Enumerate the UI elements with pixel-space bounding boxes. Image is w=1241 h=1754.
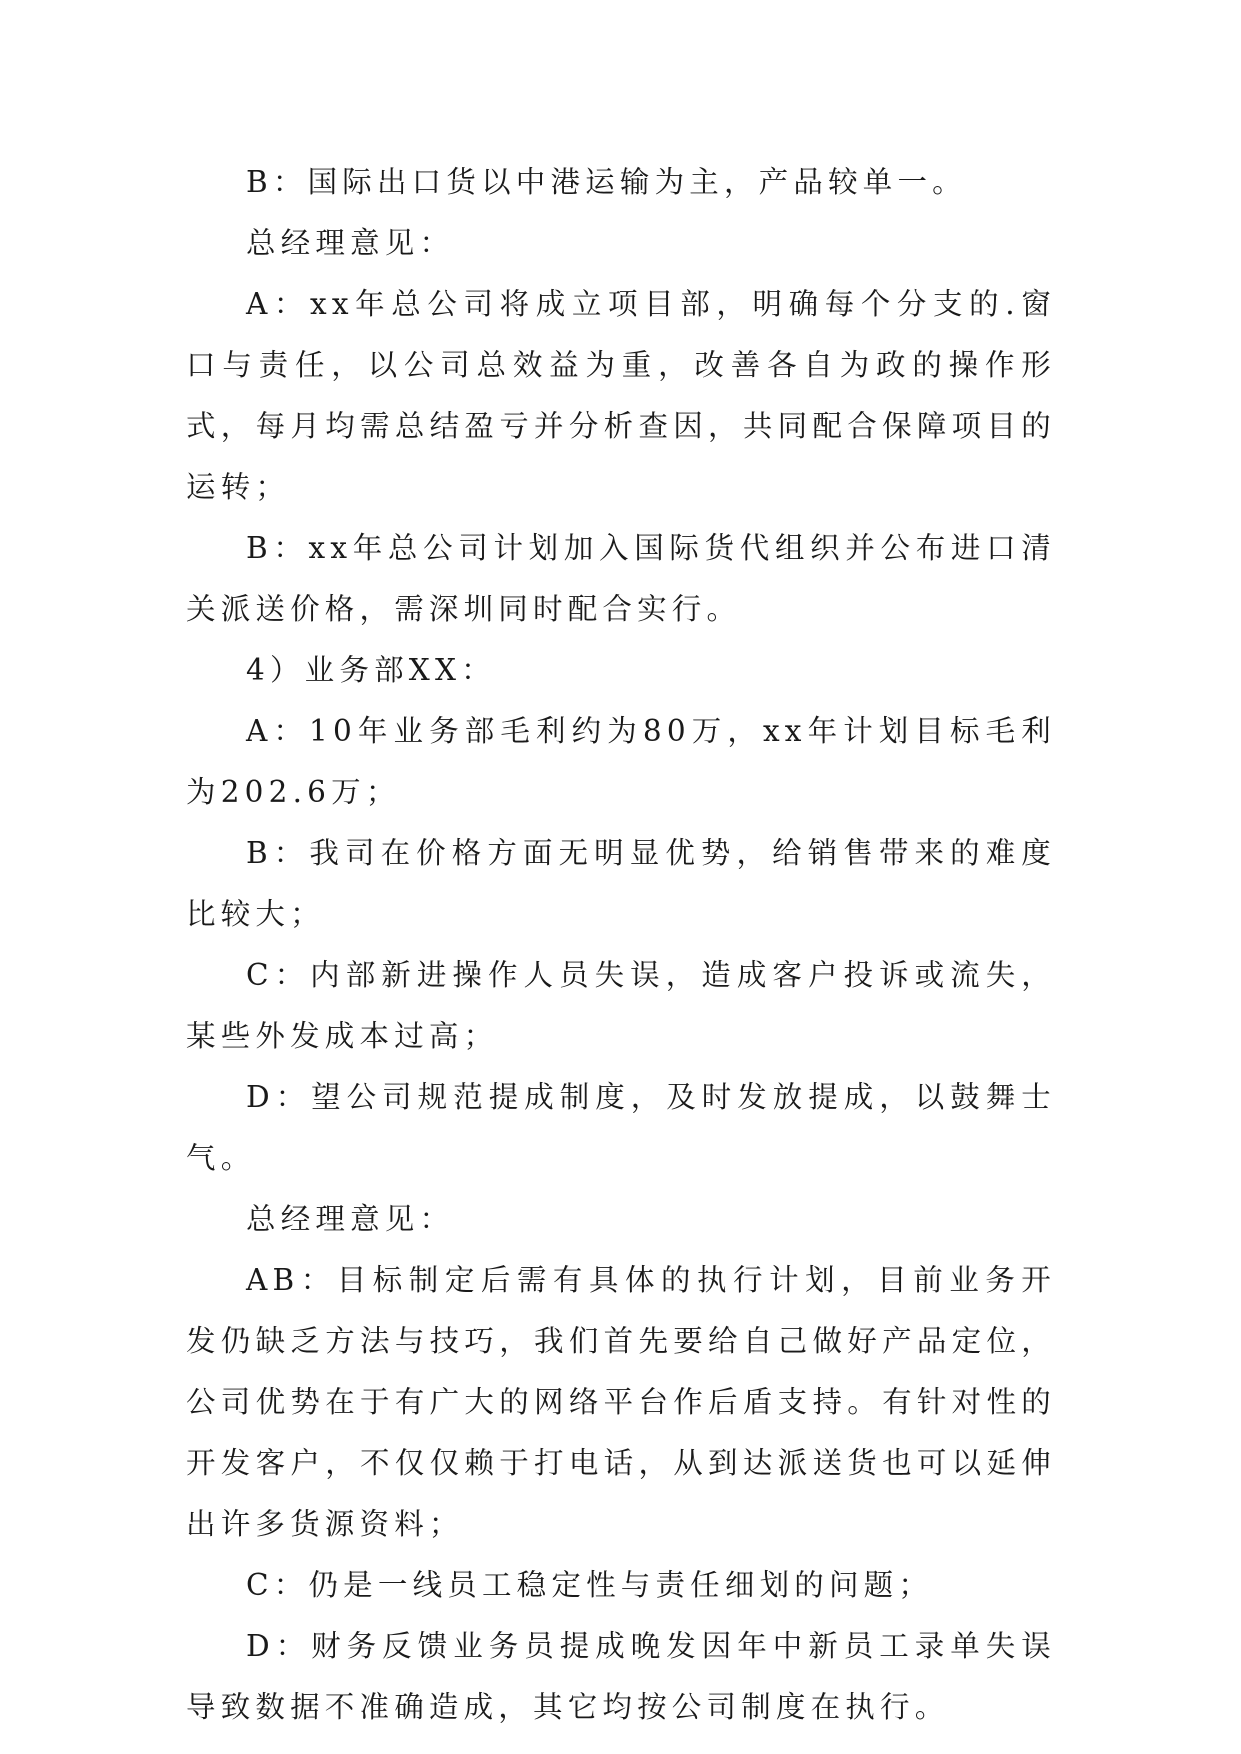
paragraph-gm-opinion-a: A：xx年总公司将成立项目部，明确每个分支的.窗口与责任，以公司总效益为重，改善各自为政的操作形式，每月均需总结盈亏并分析查因，共同配合保障项目的运转； [186, 287, 1056, 504]
paragraph-sales-b: B：我司在价格方面无明显优势，给销售带来的难度比较大； [186, 836, 1056, 931]
paragraph-gm-opinion-ab: AB：目标制定后需有具体的执行计划，目前业务开发仍缺乏方法与技巧，我们首先要给自己做好产品定位，公司优势在于有广大的网络平台作后盾支持。有针对性的开发客户，不仅仅赖于打电话，从到达派送货也可以延伸出许多货源资料； [186, 1263, 1056, 1541]
paragraph-export-goods: B：国际出口货以中港运输为主，产品较单一。 [246, 165, 967, 199]
paragraph-gm-opinion-d: D：财务反馈业务员提成晚发因年中新员工录单失误导致数据不准确造成，其它均按公司制度在执行。 [186, 1629, 1056, 1724]
paragraph-gm-opinion-c: C：仍是一线员工稳定性与责任细划的问题； [246, 1568, 934, 1602]
paragraph-gm-opinion-heading: 总经理意见： [246, 226, 455, 260]
paragraph-sales-dept-heading: 4）业务部XX： [246, 653, 496, 687]
paragraph-sales-c: C：内部新进操作人员失误，造成客户投诉或流失，某些外发成本过高； [186, 958, 1056, 1053]
paragraph-sales-a: A：10年业务部毛利约为80万，xx年计划目标毛利为202.6万； [186, 714, 1056, 809]
document-body [186, 152, 1056, 1738]
paragraph-gm-opinion-heading-2: 总经理意见： [246, 1202, 455, 1236]
paragraph-sales-d: D：望公司规范提成制度，及时发放提成，以鼓舞士气。 [186, 1080, 1056, 1175]
paragraph-gm-opinion-b: B：xx年总公司计划加入国际货代组织并公布进口清关派送价格，需深圳同时配合实行。 [186, 531, 1056, 626]
